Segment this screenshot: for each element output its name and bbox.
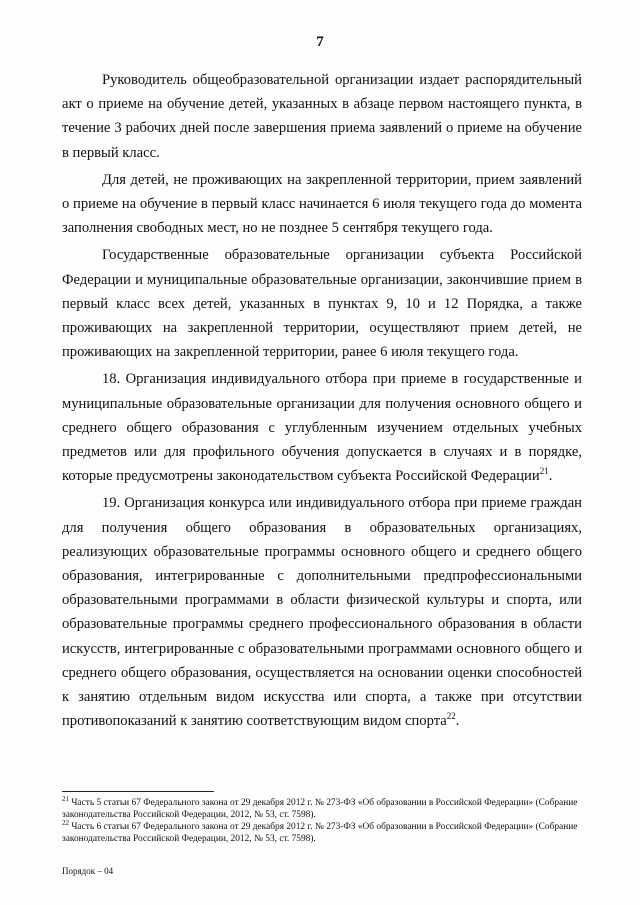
footnote-text: Часть 6 статьи 67 Федерального закона от 29 декабря 2012 г. № 273-ФЗ «Об образовании в Российской Федерации» (Собрание законодательства Российской Федерации, 2012, № 53, ст. 7598). bbox=[62, 822, 578, 844]
paragraph bbox=[62, 168, 582, 241]
paragraph-text: Для детей, не проживающих на закрепленной территории, прием заявлений о приеме на обучение в первый класс начинается 6 июля текущего года до момента заполнения свободных мест, но не позднее 5 сентября текущего года. bbox=[62, 171, 582, 237]
paragraph-19 bbox=[62, 491, 582, 733]
paragraph-tail: . bbox=[455, 713, 460, 730]
paragraph bbox=[62, 243, 582, 364]
footnote bbox=[62, 794, 582, 821]
paragraph-text: Руководитель общеобразовательной организации издает распорядительный акт о приеме на обучение детей, указанных в абзаце первом настоящего пункта, в течение 3 рабочих дней после завершения приема заявлений о приеме на обучение в первый класс. bbox=[62, 72, 582, 161]
paragraph bbox=[62, 68, 582, 165]
footnote-divider bbox=[62, 791, 214, 792]
document-code: Порядок – 04 bbox=[62, 866, 114, 876]
paragraph-text: 19. Организация конкурса или индивидуального отбора при приеме граждан для получения общего образования в образовательных организациях, реализующих образовательные программы основного общего и среднего общего образования, интегрированные с дополнительными предпрофессиональными образовательными программами в области физической культуры и спорта, или образовательные программы среднего профессионального образования в области искусств, интегрированные с образовательными программами основного общего и среднего общего образования, осуществляется на основании оценки способностей к занятию отдельным видом искусства или спорта, а также при отсутствии противопоказаний к занятию соответствующим видом спорта bbox=[62, 495, 582, 730]
paragraph-text: Государственные образовательные организации субъекта Российской Федерации и муниципальные образовательные организации, закончившие прием в первый класс всех детей, указанных в пунктах 9, 10 и 12 Порядка, а также проживающих на закрепленной территории, осуществляют прием детей, не проживающих на закрепленной территории, ранее 6 июля текущего года. bbox=[62, 247, 582, 361]
footnote-ref: 22 bbox=[446, 711, 456, 722]
body-text bbox=[62, 68, 582, 736]
paragraph-tail: . bbox=[548, 468, 553, 485]
paragraph-18 bbox=[62, 367, 582, 488]
footnote-number: 22 bbox=[62, 818, 69, 827]
paragraph-text: 18. Организация индивидуального отбора при приеме в государственные и муниципальные образовательные организации для получения основного общего и среднего общего образования с углубленным изучением отдельных учебных предметов или для профильного обучения допускается в случаях и в порядке, которые предусмотрены законодательством субъекта Российской Федерации bbox=[62, 371, 582, 485]
footnote-number: 21 bbox=[62, 794, 69, 803]
page-number: 7 bbox=[316, 34, 324, 50]
footnote-ref: 21 bbox=[539, 466, 549, 477]
footnote-text: Часть 5 статьи 67 Федерального закона от 29 декабря 2012 г. № 273-ФЗ «Об образовании в Российской Федерации» (Собрание законодательства Российской Федерации, 2012, № 53, ст. 7598). bbox=[62, 798, 578, 820]
footnotes bbox=[62, 794, 582, 845]
footnote bbox=[62, 818, 582, 845]
